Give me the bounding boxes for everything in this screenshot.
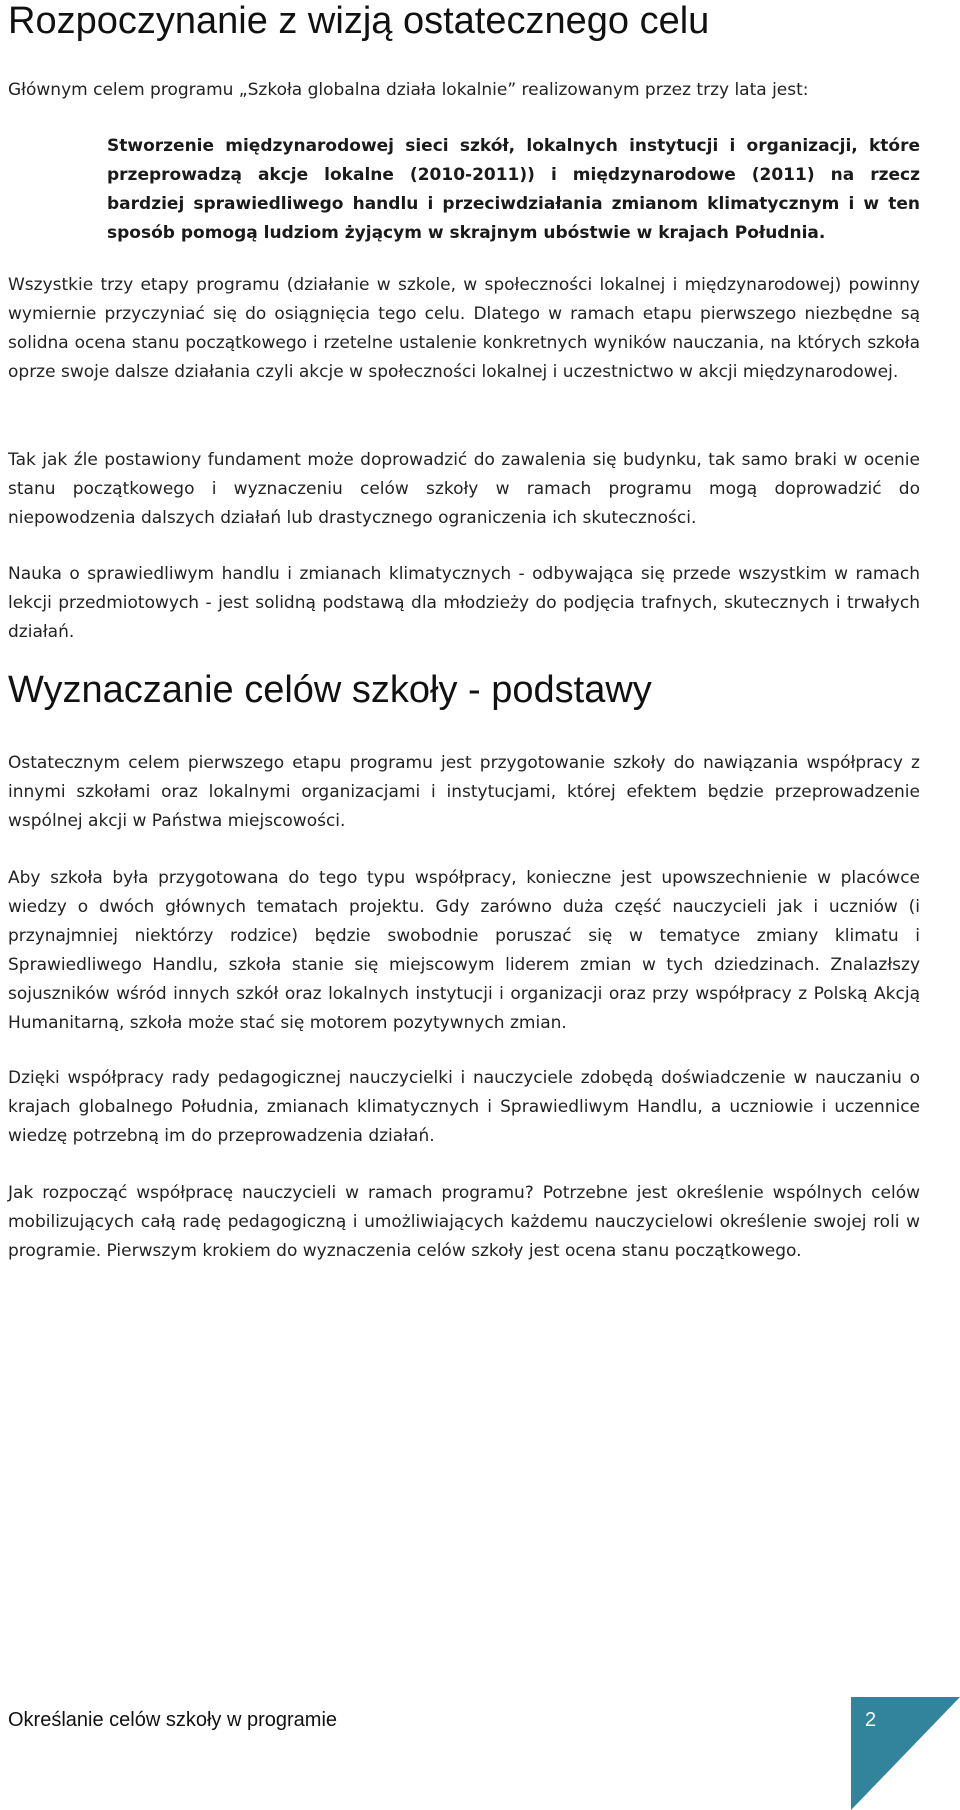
paragraph-learning: Nauka o sprawiedliwym handlu i zmianach klimatycznych - odbywająca się przede wszystkim w ramach lekcji przedmiotowych - jest solidną podstawą dla młodzieży do podjęcia trafnych, skutecznych i trwałych działań. bbox=[8, 564, 920, 642]
page-number-badge bbox=[851, 1697, 960, 1810]
paragraph-final-goal: Ostatecznym celem pierwszego etapu programu jest przygotowanie szkoły do nawiązania współpracy z innymi szkołami oraz lokalnymi organizacjami i instytucjami, której efektem będzie przeprowadzenie wspólnej akcji w Państwa miejscowości. bbox=[8, 753, 920, 831]
paragraph-foundation: Tak jak źle postawiony fundament może doprowadzić do zawalenia się budynku, tak samo braki w ocenie stanu początkowego i wyznaczeniu celów szkoły w ramach programu mogą doprowadzić do niepowodzenia dalszych działań lub drastycznego ograniczenia ich skuteczności. bbox=[8, 450, 920, 528]
intro-paragraph: Głównym celem programu „Szkoła globalna działa lokalnie” realizowanym przez trzy lata jest: bbox=[8, 80, 809, 100]
page-number: 2 bbox=[865, 1709, 877, 1731]
paragraph-how-to-start: Jak rozpocząć współpracę nauczycieli w ramach programu? Potrzebne jest określenie wspólnych celów mobilizujących całą radę pedagogiczną i umożliwiających każdemu nauczycielowi określenie swojej roli w programie. Pierwszym krokiem do wyznaczenia celów szkoły jest ocena stanu początkowego. bbox=[8, 1183, 920, 1261]
paragraph-cooperation: Aby szkoła była przygotowana do tego typu współpracy, konieczne jest upowszechnienie w placówce wiedzy o dwóch głównych tematach projektu. Gdy zarówno duża część nauczycieli jak i uczniów (i przynajmniej niektórzy rodzice) będzie swobodnie poruszać się w tematyce zmiany klimatu i Sprawiedliwego Handlu, szkoła stanie się miejscowym liderem zmian w tych dziedzinach. Znalazłszy sojuszników wśród innych szkół oraz lokalnych instytucji i organizacji oraz przy współpracy z Polską Akcją Humanitarną, szkoła może stać się motorem pozytywnych zmian. bbox=[8, 868, 920, 1033]
paragraph-teachers: Dzięki współpracy rady pedagogicznej nauczycielki i nauczyciele zdobędą doświadczenie w nauczaniu o krajach globalnego Południa, zmianach klimatycznych i Sprawiedliwym Handlu, a uczniowie i uczennice wiedzę potrzebną im do przeprowadzenia działań. bbox=[8, 1068, 920, 1146]
section-heading-goals: Wyznaczanie celów szkoły - podstawy bbox=[8, 669, 652, 711]
section-heading-vision: Rozpoczynanie z wizją ostatecznego celu bbox=[8, 0, 710, 42]
paragraph-stages: Wszystkie trzy etapy programu (działanie w szkole, w społeczności lokalnej i międzynarodowej) powinny wymiernie przyczyniać się do osiągnięcia tego celu. Dlatego w ramach etapu pierwszego niezbędne są solidna ocena stanu początkowego i rzetelne ustalenie konkretnych wyników nauczania, na których szkoła oprze swoje dalsze działania czyli akcje w społeczności lokalnej i uczestnictwo w akcji międzynarodowej. bbox=[8, 275, 920, 382]
footer-title: Określanie celów szkoły w programie bbox=[8, 1709, 338, 1731]
program-goal-statement: Stworzenie międzynarodowej sieci szkół, lokalnych instytucji i organizacji, które przeprowadzą akcje lokalne (2010-2011)) i międzynarodowe (2011) na rzecz bardziej sprawiedliwego handlu i przeciwdziałania zmianom klimatycznym i w ten sposób pomogą ludziom żyjącym w skrajnym ubóstwie w krajach Południa. bbox=[107, 136, 920, 243]
